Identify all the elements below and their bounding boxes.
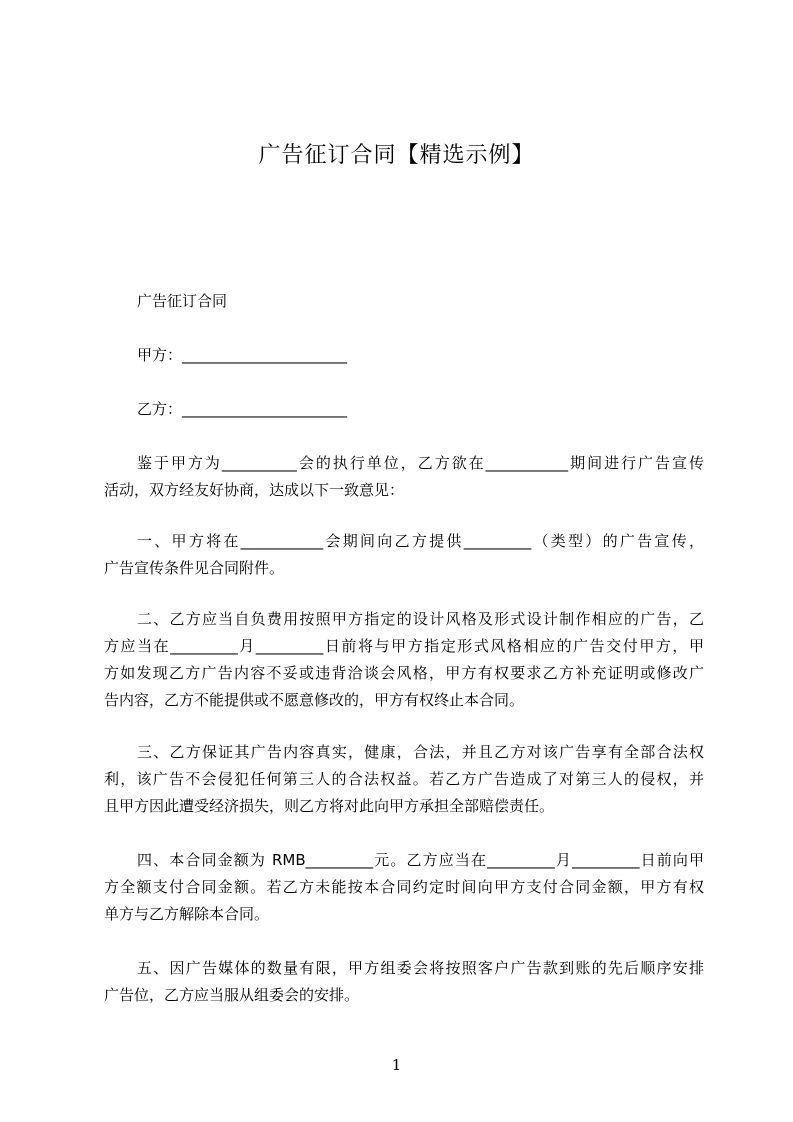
clause-3-line: 且甲方因此遭受经济损失，则乙方将对此向甲方承担全部赔偿责任。 [104, 797, 555, 815]
clause-5-line: 五、因广告媒体的数量有限，甲方组委会将按照客户广告款到账的先后顺序安排 [137, 959, 704, 977]
document-title: 广告征订合同【精选示例】 [258, 143, 535, 168]
contract-heading: 广告征订合同 [137, 292, 228, 310]
clause-2-line: 告内容，乙方不能提供或不愿意修改的，甲方有权终止本合同。 [104, 691, 525, 709]
party-b-line: 乙方：______________________ [137, 400, 348, 418]
clause-4-line: 四、本合同金额为 RMB_________元。乙方应当在_________月_________日前向甲 [137, 851, 704, 869]
clause-3-line: 三、乙方保证其广告内容真实，健康，合法，并且乙方对该广告享有全部合法权 [137, 743, 704, 761]
preamble-line: 活动，双方经友好协商，达成以下一致意见： [104, 481, 405, 499]
page-number: 1 [391, 1056, 402, 1074]
preamble-line: 鉴于甲方为__________会的执行单位，乙方欲在___________期间进行广告宣传 [137, 454, 704, 472]
clause-2-line: 方如发现乙方广告内容不妥或违背洽谈会风格，甲方有权要求乙方补充证明或修改广 [104, 664, 704, 682]
clause-4-line: 方全额支付合同金额。若乙方未能按本合同约定时间向甲方支付合同金额，甲方有权 [104, 878, 704, 896]
clause-1-line: 广告宣传条件见合同附件。 [104, 559, 285, 577]
clause-2-line: 二、乙方应当自负费用按照甲方指定的设计风格及形式设计制作相应的广告，乙 [137, 610, 704, 628]
clause-3-line: 利，该广告不会侵犯任何第三人的合法权益。若乙方广告造成了对第三人的侵权，并 [104, 770, 704, 788]
clause-2-line: 方应当在_________月_________日前将与甲方指定形式风格相应的广告交付甲方，甲 [104, 637, 704, 655]
party-a-line: 甲方：______________________ [137, 346, 348, 364]
clause-4-line: 单方与乙方解除本合同。 [104, 905, 270, 923]
clause-5-line: 广告位，乙方应当服从组委会的安排。 [104, 986, 360, 1004]
clause-1-line: 一、甲方将在___________会期间向乙方提供_________（类型）的广告宣传， [137, 532, 704, 550]
